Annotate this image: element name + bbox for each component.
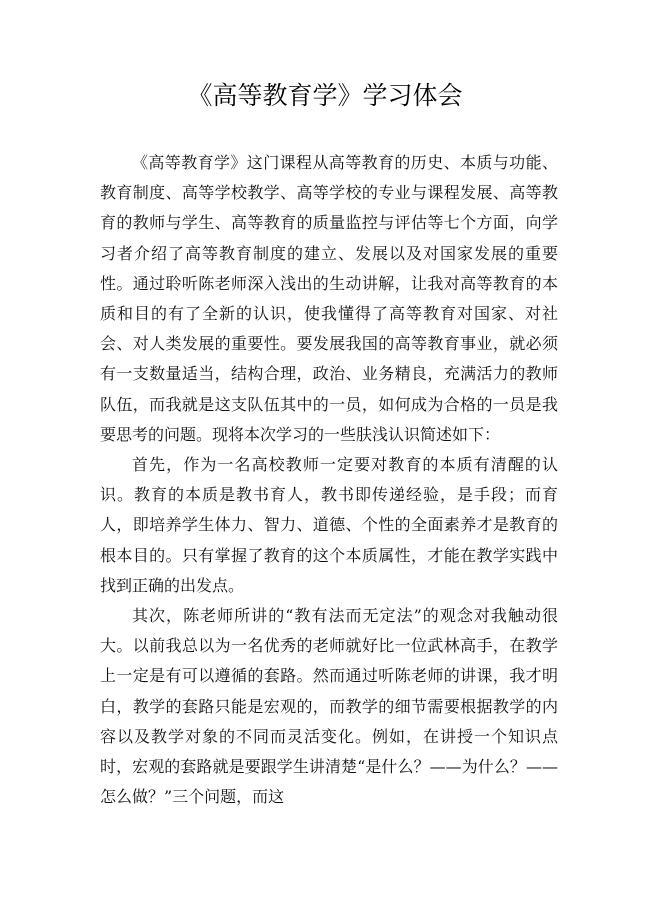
paragraph: 首先，作为一名高校教师一定要对教育的本质有清醒的认识。教育的本质是教书育人，教书即传递经验，是手段；而育人，即培养学生体力、智力、道德、个性的全面素养才是教育的根本目的。只有掌握了教育的这个本质属性，才能在教学实践中找到正确的出发点。 [100,455,558,595]
document-body [100,148,558,812]
document-title: 《高等教育学》学习体会 [187,81,463,110]
paragraph: 《高等教育学》这门课程从高等教育的历史、本质与功能、教育制度、高等学校教学、高等学校的专业与课程发展、高等教育的教师与学生、高等教育的质量监控与评估等七个方面，向学习者介绍了高等教育制度的建立、发展以及对国家发展的重要性。通过聆听陈老师深入浅出的生动讲解，让我对高等教育的本质和目的有了全新的认识，使我懂得了高等教育对国家、对社会、对人类发展的重要性。要发展我国的高等教育事业，就必须有一支数量适当，结构合理，政治、业务精良，充满活力的教师队伍，而我就是这支队伍其中的一员，如何成为合格的一员是我要思考的问题。现将本次学习的一些肤浅认识简述如下： [100,153,558,444]
paragraph: 其次，陈老师所讲的“教有法而无定法”的观念对我触动很大。以前我总以为一名优秀的老师就好比一位武林高手，在教学上一定是有可以遵循的套路。然而通过听陈老师的讲课，我才明白，教学的套路只能是宏观的，而教学的细节需要根据教学的内容以及教学对象的不同而灵活变化。例如，在讲授一个知识点时，宏观的套路就是要跟学生讲清楚“是什么？——为什么？——怎么做？”三个问题，而这 [100,606,558,807]
